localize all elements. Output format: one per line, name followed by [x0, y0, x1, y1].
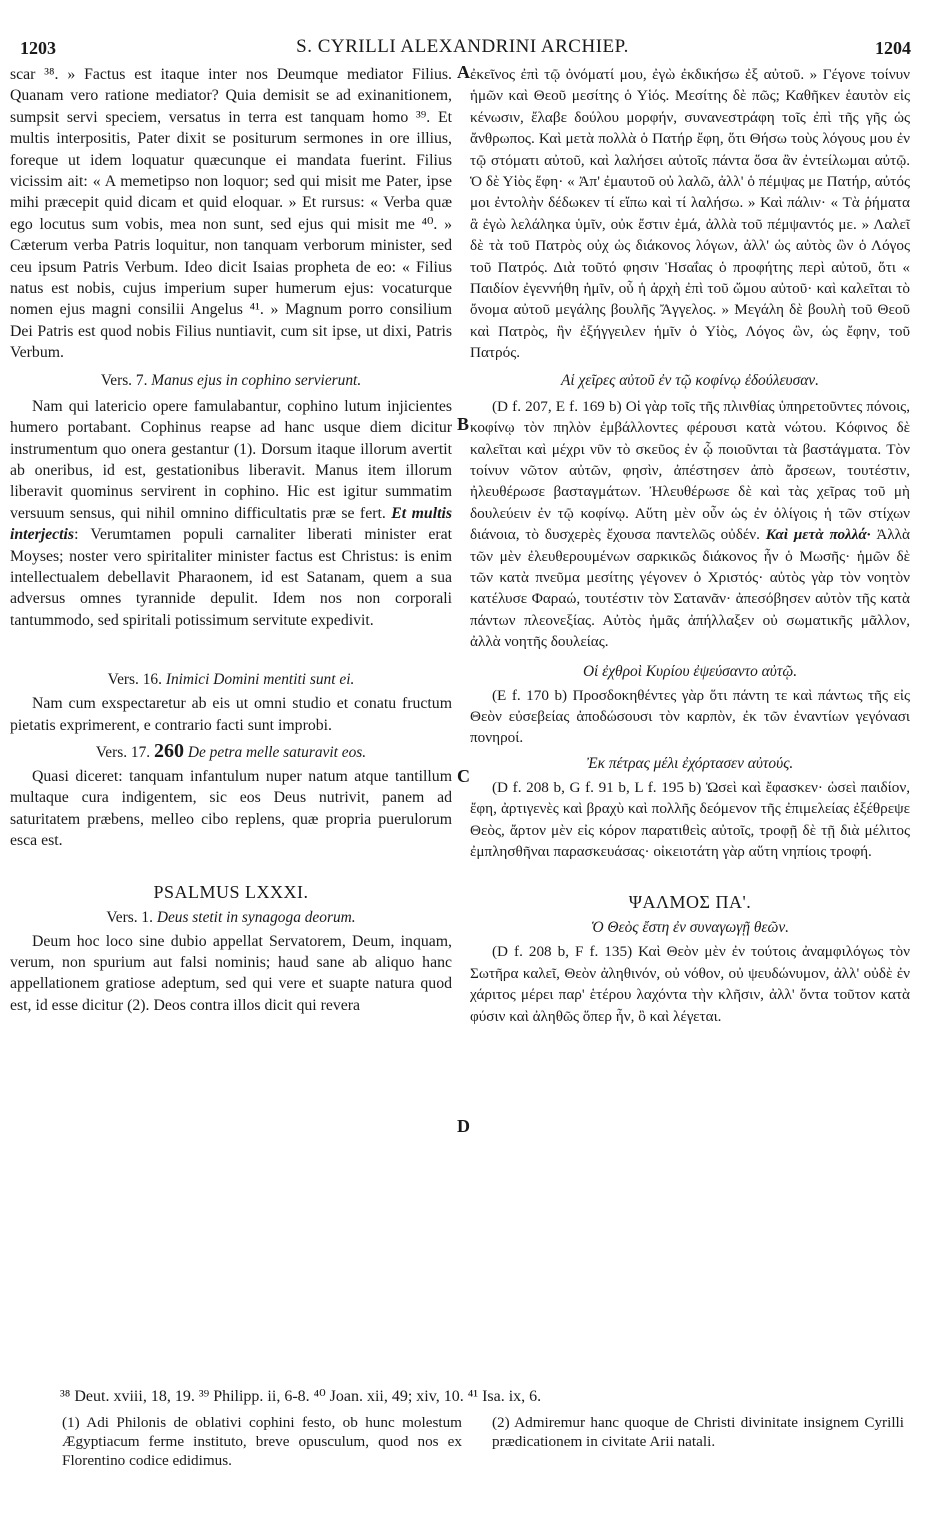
latin-block-5: [10, 931, 452, 1017]
latin-column: [10, 64, 452, 1016]
greek-paragraph: (D f. 208 b, G f. 91 b, L f. 195 b) Ὡσεὶ καὶ ἔφασκεν· ὡσεὶ παιδίον, ἔφη, ἀρτιγενὲς καὶ βραχὺ καὶ πολλῆς δεόμενον τῆς ἐπιμελείας ἐξέθρεψε Θεὸς, ἄρτον μὲν εἰς κόρον παρατιθεὶς αὐτοῖς, τροφῇ δὲ τῇ διὰ μέλιτος ἐμπλησθῆναι παρασκευάσας· οἰκειοτάτη γὰρ αὕτη νηπίοις τροφή.: [470, 778, 910, 860]
text-run-italic: Et multis interjectis: [10, 504, 453, 544]
running-title: S. CYRILLI ALEXANDRINI ARCHIEP.: [296, 36, 629, 57]
verse-label: Vers. 16.: [107, 671, 162, 689]
latin-block-2: [10, 396, 452, 631]
latin-paragraph: Nam cum exspectaretur ab eis ut omni studio et conatu fructum pietatis exprimerent, e contrario facti sunt improbi.: [10, 695, 452, 734]
scripture-references: ³⁸ Deut. xviii, 18, 19. ³⁹ Philipp. ii, 6-8. ⁴⁰ Joan. xii, 49; xiv, 10. ⁴¹ Isa. ix, 6.: [60, 1388, 542, 1405]
verse-text: Deus stetit in synagoga deorum.: [156, 908, 356, 926]
verse-label: Vers. 7.: [100, 371, 148, 389]
latin-block-3: [10, 693, 452, 736]
margin-marker-d: D: [457, 1116, 470, 1136]
verse-text: De petra melle saturavit eos.: [187, 743, 367, 761]
footnote-2: (2) Admiremur hanc quoque de Christi divinitate insignem Cyrilli prædicationem in civitate Arii natali.: [492, 1414, 904, 1450]
margin-marker-c: C: [457, 766, 470, 786]
latin-paragraph: Deum hoc loco sine dubio appellat Servatorem, Deum, inquam, verum, non spurium aut falsi nominis; haud sane ab aliquo hanc appellationem gratiose adeptum, sed qui vere et suapte natura quod est, id esse dicitur (2). Deos contra illos dicit qui revera: [10, 932, 452, 1014]
greek-psalm-heading: ΨΑΛΜΟΣ ΠΑ'.: [628, 892, 752, 913]
greek-block-2: [470, 396, 910, 653]
greek-verse-17: Ἐκ πέτρας μέλι ἐχόρτασεν αὐτούς.: [586, 754, 794, 772]
psalm-heading: PSALMUS LXXXI.: [153, 881, 309, 902]
greek-paragraph: (D f. 208 b, F f. 135) Καὶ Θεὸν μὲν ἐν τούτοις ἀναμφιλόγως τὸν Σωτῆρα καλεῖ, Θεὸν ἀληθινόν, οὐ νόθον, οὐ ψευδώνυμον, ἀλλ' οὐδὲ ἐν χάριτος μέρει παρ' ἑτέρου λαχόντα τὴν κλῆσιν, ἀλλ' ὄντα τοῦτον κατὰ φύσιν καὶ ἀληθῶς ὅπερ ἦν, ὃ καὶ λέγεται.: [470, 943, 910, 1025]
verse-label: Vers. 1.: [106, 908, 153, 926]
greek-verse-7: Αἱ χεῖρες αὐτοῦ ἐν τῷ κοφίνῳ ἐδούλευσαν.: [561, 371, 819, 389]
text-run: Nam qui latericio opere famulabantur, cophino lutum injicientes humero portabant. Cophinus reapse ad hanc usque diem dicitur instrumentum quo onera gestantur (1). Dorsum itaque illorum avertit ab oneribus, id est, gestationibus liberavit. Manus item illorum liberavit quominus servirent in cophino. Hic est igitur summatim versuum sensus, qui nihil omnino difficultatis præ se fert.: [10, 397, 452, 522]
greek-verse-1: Ὁ Θεὸς ἔστη ἐν συναγωγῇ θεῶν.: [590, 919, 790, 937]
latin-paragraph: [10, 396, 452, 631]
verse-heading-17: [10, 740, 452, 764]
greek-block-5: [470, 941, 910, 1027]
verse-heading-16: [10, 669, 452, 691]
verse-heading-1: [10, 907, 452, 929]
verse-heading-7: [10, 370, 452, 392]
margin-marker-b: B: [457, 414, 470, 434]
footnote-1: (1) Adi Philonis de oblativi cophini festo, ob hunc molestum Ægyptiacum ferme instituto, breve opusculum, quod nos ex Florentino codice edidimus.: [62, 1414, 462, 1469]
verse-text: Manus ejus in cophino servierunt.: [151, 371, 362, 389]
latin-paragraph: scar ³⁸. » Factus est itaque inter nos Deumque mediator Filius. Quanam vero ratione mediator? Quia demisit se ad exinanitionem, sumpsit servi speciem, versatus in terra est tanquam homo ³⁹. Et multis interpositis, Pater dixit se positurum sermones in ore illius, foreque ut idem loquatur quæcunque ei mandata fuerint. Filius vicissim ait: « A memetipso non loquor; sed qui misit me Pater, ipse mihi præcepit quid dicam et quid eloquar. » Et rursus: « Verba quæ ego locutus sum vobis, mea non sunt, sed ejus qui misit me ⁴⁰. » Cæterum verba Patris loquitur, non tanquam verborum minister, sed ceu ipsum Patris Verbum. Ideo dicit Isaias propheta de eo: « Filius natus est nobis, cujus imperium super humerum ejus: vocaturque nomen ejus magni consilii Angelus ⁴¹. » Magnum porro consilium Dei Patris est quod nobis Filius nuntiavit, cum sit ipse, ut dixi, Patris Verbum.: [10, 66, 452, 362]
greek-block-3: [470, 685, 910, 749]
verse-label: Vers. 17.: [95, 743, 151, 761]
page-number-left: 1203: [20, 38, 56, 58]
page-header: [0, 30, 925, 60]
greek-block-4: [470, 777, 910, 863]
greek-block-1: [470, 64, 910, 364]
greek-paragraph: [470, 396, 910, 653]
greek-paragraph: (E f. 170 b) Προσδοκηθέντες γὰρ ὅτι πάντη τε καὶ πάντως τῆς εἰς Θεὸν εὐσεβείας ἀποδώσουσι τὸν καρπὸν, ἐκ τῶν ἐναντίων γεγόνασι πονηροί.: [470, 686, 910, 747]
greek-paragraph: ἐκεῖνος ἐπὶ τῷ ὀνόματί μου, ἐγὼ ἐκδικήσω ἐξ αὐτοῦ. » Γέγονε τοίνυν ἡμῶν καὶ Θεοῦ μεσίτης ὁ Υἱός. Μεσίτης δὲ πῶς; Καθῆκεν ἑαυτὸν εἰς κένωσιν, ἔλαβε δούλου μορφήν, συνανεστράφη τοῖς ἐπὶ τῆς γῆς ὡς ἄνθρωπος. Καὶ μετὰ πολλὰ ὁ Πατήρ ἔφη, ὅτι Θήσω τοὺς λόγους μου ἐν τῷ στόματι αὐτοῦ, καὶ λαλήσει αὐτοῖς πάντα ὅσα ἂν ἐντείλωμαι αὐτῷ. Ὁ δὲ Υἱὸς ἔφη· « Ἀπ' ἐμαυτοῦ οὐ λαλῶ, ἀλλ' ὁ πέμψας με Πατήρ, αὐτός μοι ἐντολὴν δέδωκεν τί εἴπω καὶ τί λαλήσω. » Καὶ πάλιν· « Τὰ ῥήματα ἃ ἐγὼ λελάληκα ὑμῖν, οὐκ ἔστιν ἐμά, ἀλλὰ τοῦ πέμψαντός με. » Λαλεῖ δὲ τὰ τοῦ Πατρὸς οὐχ ὡς διάκονος λόγων, ἀλλ' ὡς αὐτὸς ὢν ὁ Λόγος τοῦ Πατρός. Διὰ τοῦτό φησιν Ἡσαΐας ὁ προφήτης περὶ αὐτοῦ, ὅτι « Παιδίον ἐγεννήθη ἡμῖν, οὗ ἡ ἀρχὴ ἐπὶ τοῦ ὤμου αὐτοῦ· καὶ καλεῖται τὸ ὄνομα αὐτοῦ μεγάλης βουλῆς Ἄγγελος. » Μεγάλη δὲ βουλὴ τοῦ Θεοῦ καὶ Πατρὸς, ἣν ἐξήγγειλεν ἡμῖν ὁ Υἱὸς, Λόγος ὢν, ὡς ἔφην, τοῦ Πατρός.: [470, 66, 910, 362]
margin-marker-a: A: [457, 62, 470, 82]
column-number: 260: [154, 739, 185, 762]
text-run: (D f. 207, E f. 169 b) Οἱ γὰρ τοῖς τῆς πλινθίας ὑπηρετοῦντες πόνοις, κοφίνῳ τὸν πηλὸν ἐμβάλλοντες φέρουσι κατὰ νώτου. Κόφινος δὲ καλεῖται καὶ μέχρι νῦν τὸ σκεῦος ἐν ᾧ ποιοῦνται τὰ βαστάγματα. Τὸν τοίνυν νῶτον αὐτῶν, φησὶν, ἀπέστησεν ἀπὸ ἄρσεων, τουτέστιν, ἠλευθέρωσε βασταγμάτων. Ἠλευθέρωσε δὲ καὶ τὰς χεῖρας τοῦ μὴ δουλεύειν ἐν τῷ κοφίνῳ. Αὕτη μὲν οὖν ὡς ἐν ὀλίγοις ἡ τῶν στίχων διάνοια, τὸ δυσχερὲς ἔχουσα παντελῶς οὐδέν.: [470, 397, 910, 544]
text-run: Ἀλλὰ τῶν μὲν ἐλευθερουμένων σαρκικῶς διάκονος ἦν ὁ Μωσῆς· ἡμῶν δὲ τῶν κατὰ πνεῦμα μεσίτης γέγονεν ὁ Χριστός· αὐτὸς γὰρ τὸν νοητὸν κατέλυσε Φαραώ, τουτέστιν τὸν Σατανᾶν· ἀπεσόβησεν αὐτὸν τῆς κατὰ πάντων πλεονεξίας. Αὐτὸς ἡμᾶς ἀπήλλαξεν οὐ σωματικῆς μᾶλλον, ἀλλὰ νοητῆς δουλείας.: [470, 526, 910, 651]
greek-column: [470, 64, 910, 1027]
text-run-italic: Καὶ μετὰ πολλά·: [765, 526, 871, 544]
greek-verse-16: Οἱ ἐχθροὶ Κυρίου ἐψεύσαντο αὐτῷ.: [582, 662, 798, 680]
verse-text: Inimici Domini mentiti sunt ei.: [165, 671, 355, 689]
text-run: : Verumtamen populi carnaliter liberati minister erat Moyses; noster vero spiritaliter minister factus est Christus: is enim intellectualem debellavit Pharaonem, id est Satanam, quem a sua adversus omnes tyrannide depulit. Idem nos non corporali tantummodo, sed spiritali potissimum servitute expedivit.: [10, 526, 452, 629]
latin-paragraph: Quasi diceret: tanquam infantulum nuper natum atque tantillum multaque cura indigentem, sic eos Deus nutrivit, panem ad saturitatem præbens, melleo cibo replens, quæ propria puerulorum esca est.: [10, 767, 452, 850]
page-number-right: 1204: [875, 38, 911, 58]
latin-block-4: [10, 766, 452, 852]
latin-block-1: [10, 64, 452, 364]
